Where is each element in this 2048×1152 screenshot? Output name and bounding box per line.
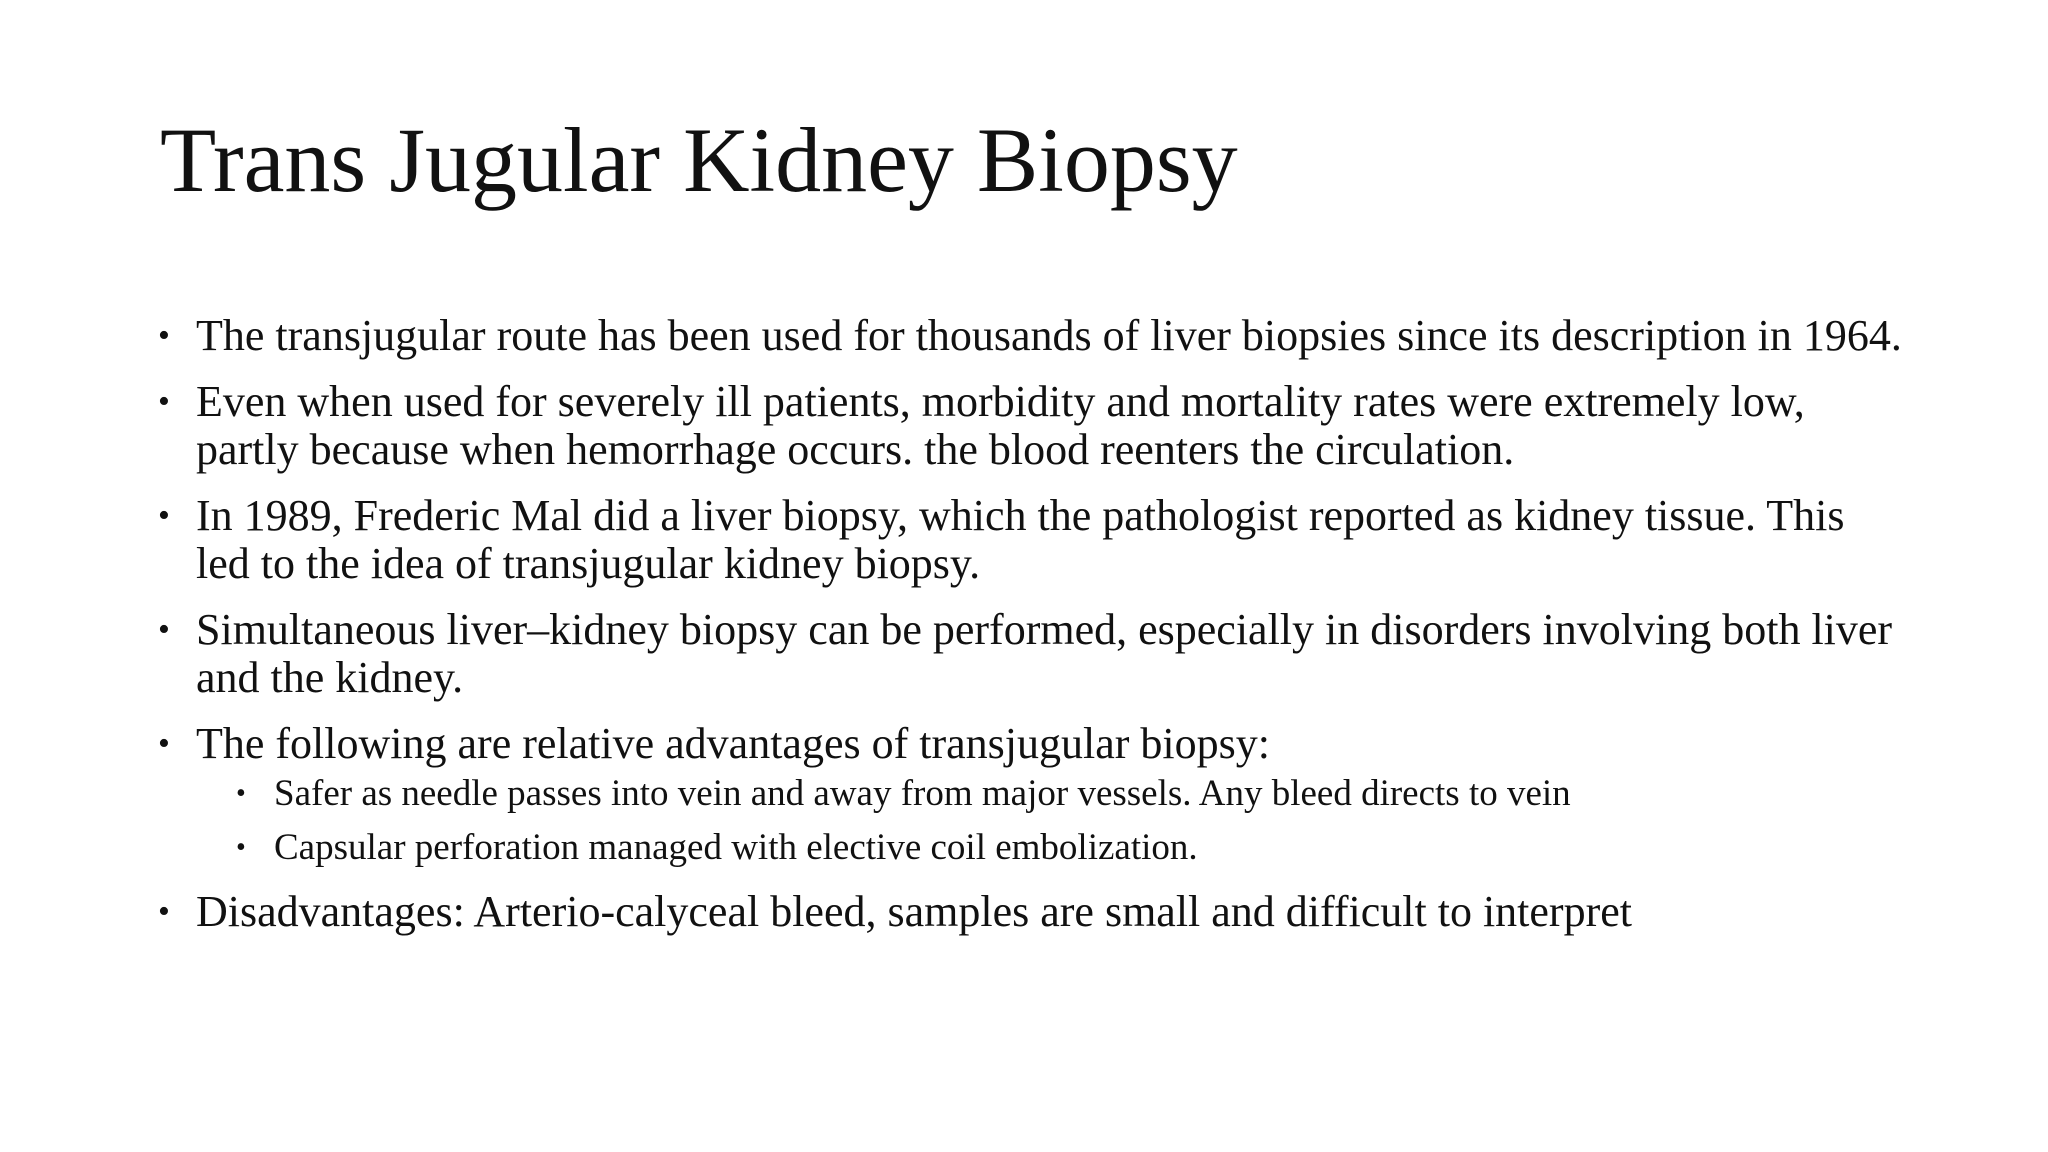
bullet-item: • Simultaneous liver–kidney biopsy can be performed, especially in disorders involving both liver and the kidney. <box>158 606 1903 702</box>
sub-bullet-item: • Safer as needle passes into vein and away from major vessels. Any bleed directs to vein <box>236 772 1903 816</box>
bullet-text: The following are relative advantages of transjugular biopsy: <box>196 719 1270 768</box>
bullet-item: • In 1989, Frederic Mal did a liver biopsy, which the pathologist reported as kidney tissue. This led to the idea of transjugular kidney biopsy. <box>158 492 1903 588</box>
bullet-item-advantages <box>158 720 1903 870</box>
sub-bullet-list <box>196 772 1903 870</box>
slide-content <box>158 312 1903 954</box>
bullet-item: • Even when used for severely ill patients, morbidity and mortality rates were extremely low, partly because when hemorrhage occurs. the blood reenters the circulation. <box>158 378 1903 474</box>
slide-title: Trans Jugular Kidney Biopsy <box>160 109 1238 211</box>
bullet-item: • The transjugular route has been used for thousands of liver biopsies since its description in 1964. <box>158 312 1903 360</box>
sub-bullet-item: • Capsular perforation managed with elective coil embolization. <box>236 826 1903 870</box>
bullet-item: • Disadvantages: Arterio-calyceal bleed, samples are small and difficult to interpret <box>158 888 1903 936</box>
bullet-list <box>158 312 1903 936</box>
